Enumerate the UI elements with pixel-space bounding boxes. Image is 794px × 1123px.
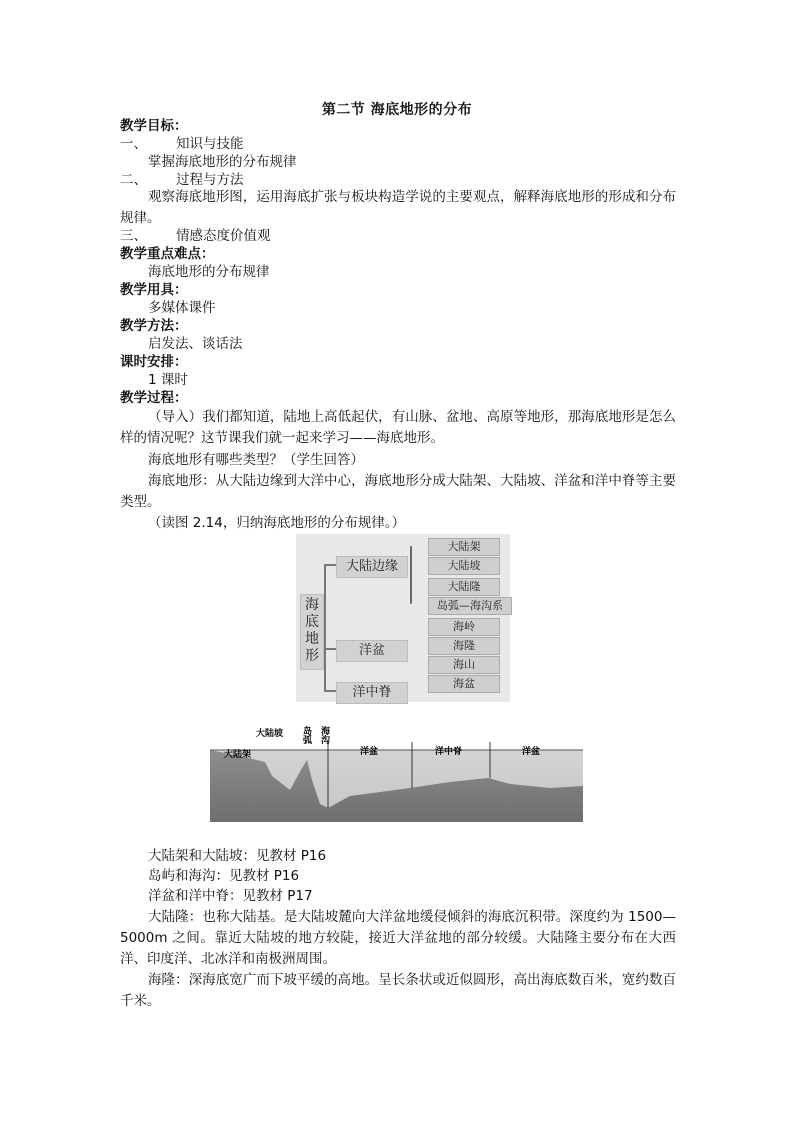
basin-item-ridge: 海岭	[428, 618, 500, 636]
margin-item-arc-trench: 岛弧—海沟系	[428, 597, 512, 615]
goal-2-detail: 观察海底地形图，运用海底扩张与板块构造学说的主要观点，解释海底地形的形成和分布规律。	[120, 189, 676, 226]
landform-classification-diagram	[296, 534, 510, 702]
margin-item-slope: 大陆坡	[428, 557, 500, 575]
schedule-content: 1 课时	[148, 372, 188, 388]
label-trench: 海沟	[319, 726, 329, 744]
ref-2: 岛屿和海沟：见教材 P16	[148, 868, 300, 884]
key-points-content: 海底地形的分布规律	[148, 264, 270, 280]
process-heading: 教学过程：	[120, 390, 188, 406]
oceanic-swell-paragraph: 海隆：深海底宽广而下坡平缓的高地。呈长条状或近似圆形，高出海底数百米，宽约数百千米。	[120, 972, 676, 1009]
process-types: 海底地形：从大陆边缘到大洋中心，海底地形分成大陆架、大陆坡、洋盆和洋中脊等主要类型。	[120, 473, 676, 510]
label-basin-right: 洋盆	[522, 747, 541, 757]
label-shelf: 大陆架	[224, 750, 252, 760]
process-question: 海底地形有哪些类型？（学生回答）	[148, 452, 364, 468]
goal-1-num: 一、	[120, 136, 147, 152]
goal-3	[120, 227, 271, 245]
basin-item-basin: 海盆	[428, 675, 500, 693]
margin-item-shelf: 大陆架	[428, 538, 500, 556]
goal-1-label: 知识与技能	[176, 136, 244, 152]
methods-content: 启发法、谈话法	[148, 336, 243, 352]
tools-content: 多媒体课件	[148, 300, 216, 316]
goal-3-num: 三、	[120, 228, 147, 244]
root-connector	[324, 564, 326, 692]
seafloor-cross-section	[210, 712, 583, 822]
connector-ridge	[324, 690, 336, 692]
tools-heading: 教学用具：	[120, 282, 188, 298]
margin-item-rise: 大陆隆	[428, 578, 500, 596]
label-ridge: 洋中脊	[435, 747, 463, 757]
connector-basin	[324, 648, 336, 650]
process-figure-note: （读图 2.14，归纳海底地形的分布规律。）	[148, 515, 406, 531]
diagram-root: 海底地形	[300, 594, 324, 670]
margin-brace	[410, 546, 412, 604]
schedule-heading: 课时安排：	[120, 354, 188, 370]
label-slope: 大陆坡	[256, 729, 284, 739]
basin-item-swell: 海隆	[428, 637, 500, 655]
label-basin-left: 洋盆	[360, 747, 379, 757]
continental-rise-paragraph: 大陆隆：也称大陆基。是大陆坡麓向大洋盆地缓侵倾斜的海底沉积带。深度约为 1500—5000m 之间。靠近大陆坡的地方较陡，接近大洋盆地的部分较缓。大陆隆主要分布在大西洋、印度洋、北冰洋和南极洲周围。	[120, 909, 676, 967]
ref-1: 大陆架和大陆坡：见教材 P16	[148, 848, 327, 864]
ref-3: 洋盆和洋中脊：见教材 P17	[148, 888, 313, 904]
goal-1-detail: 掌握海底地形的分布规律	[148, 154, 297, 170]
page-title: 第二节 海底地形的分布	[321, 102, 473, 118]
label-arc: 岛弧	[301, 726, 311, 744]
goal-3-label: 情感态度价值观	[176, 228, 271, 244]
branch-mid-ocean-ridge: 洋中脊	[336, 682, 408, 704]
connector-margin	[324, 564, 336, 566]
branch-continental-margin: 大陆边缘	[336, 556, 408, 578]
goal-2-num: 二、	[120, 172, 147, 188]
goals-heading: 教学目标：	[120, 118, 188, 134]
goal-1	[120, 135, 244, 153]
methods-heading: 教学方法：	[120, 318, 188, 334]
goal-2-label: 过程与方法	[176, 172, 244, 188]
key-points-heading: 教学重点难点：	[120, 246, 215, 262]
branch-ocean-basin: 洋盆	[336, 640, 408, 662]
process-intro: （导入）我们都知道，陆地上高低起伏，有山脉、盆地、高原等地形，那海底地形是怎么样的情况呢？这节课我们就一起来学习——海底地形。	[120, 409, 676, 446]
basin-item-seamount: 海山	[428, 656, 500, 674]
